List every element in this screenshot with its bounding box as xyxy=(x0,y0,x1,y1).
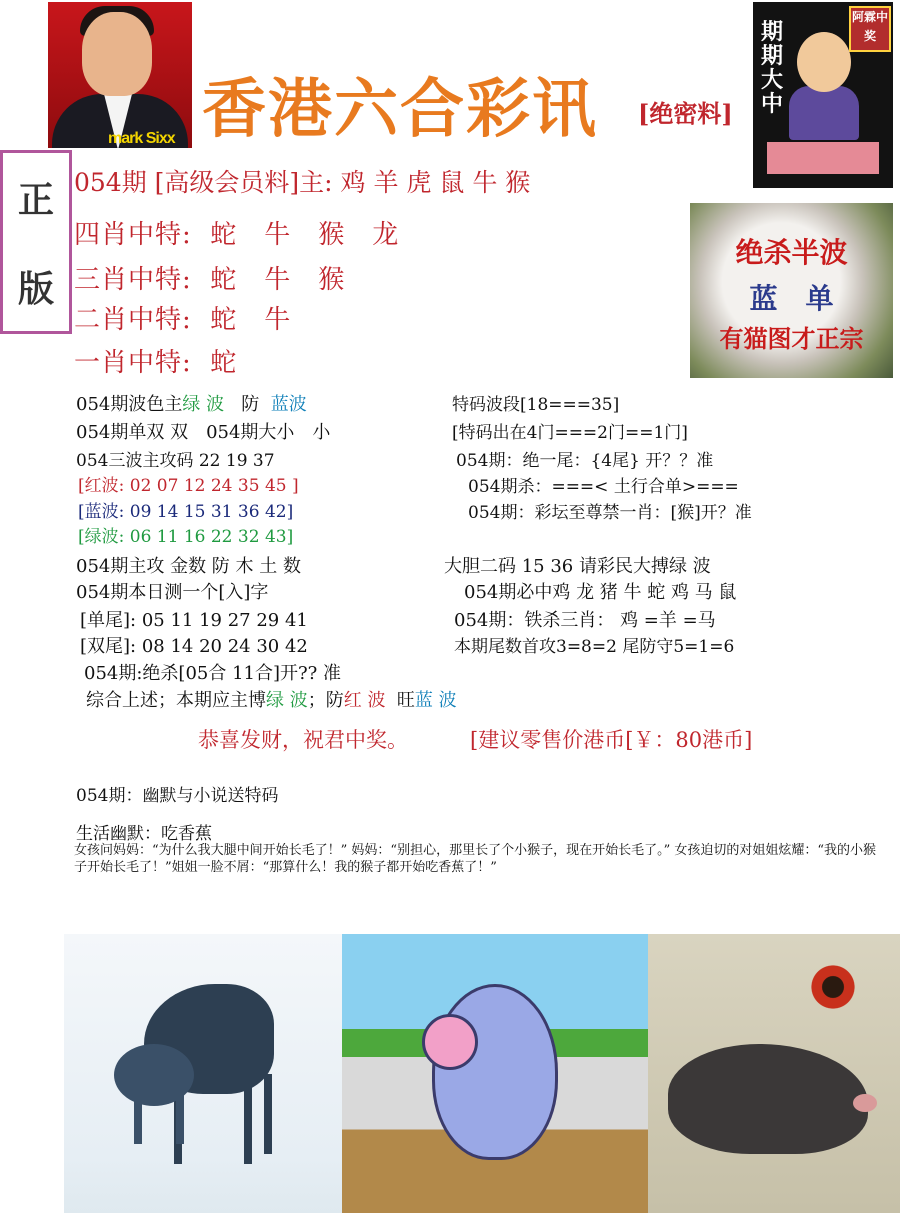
summary-line: 综合上述；本期应主博绿 波；防红 波 旺蓝 波 xyxy=(86,690,457,711)
member-line: 054期 [高级会员料]主: 鸡 羊 虎 鼠 牛 猴 xyxy=(74,168,531,197)
single-tail: [单尾]: 05 11 19 27 29 41 xyxy=(80,610,308,631)
humor-title: 生活幽默：吃香蕉 xyxy=(76,824,212,844)
tail-line: 054期：绝一尾：{4尾} 开？？准 xyxy=(456,451,714,471)
blue-wave: [蓝波: 09 14 15 31 36 42] xyxy=(78,502,294,522)
cat-line-3: 有猫图才正宗 xyxy=(719,324,864,353)
cat-line-2: 蓝 单 xyxy=(749,282,834,315)
badge-char-1: 正 xyxy=(17,179,54,221)
cartoon-tag: 阿霖中奖 xyxy=(849,6,891,52)
iron-kill: 054期：铁杀三肖： 鸡 =羊 =马 xyxy=(454,610,716,631)
congrats-text: 恭喜发财，祝君中奖。 xyxy=(198,728,408,752)
official-badge xyxy=(0,150,72,334)
odd-even: 054期单双 双 054期大小 小 xyxy=(76,422,331,443)
page-title: 香港六合彩讯 xyxy=(202,72,598,147)
gate-line: [特码出在4门===2门==1门] xyxy=(452,423,688,443)
humor-body: 女孩问妈妈：“为什么我大腿中间开始长毛了！” 妈妈：“别担心，那里长了个小猴子，现在开始长毛了。” 女孩迫切的对姐姐炫耀：“我的小猴子开始长毛了！”姐姐一脸不屑：“那算什么！我的猴子都开始吃香蕉了！” xyxy=(74,843,876,875)
cat-image-box xyxy=(690,203,893,378)
host-photo xyxy=(48,2,192,148)
two-zodiac: 二肖中特: 蛇 牛 xyxy=(74,305,292,335)
red-wave: [红波: 02 07 12 24 35 45 ] xyxy=(78,476,299,496)
tail-attack: 本期尾数首攻3=8=2 尾防守5=1=6 xyxy=(454,637,735,657)
three-zodiac: 三肖中特: 蛇 牛 猴 xyxy=(74,265,346,295)
mark-six-logo: mark Sixx xyxy=(108,130,175,147)
price-text: [建议零售价港币[￥：80港币] xyxy=(470,728,753,752)
cat-line-1: 绝杀半波 xyxy=(735,236,848,269)
cartoon-image xyxy=(753,2,893,188)
badge-char-2: 版 xyxy=(17,268,54,310)
must-hit: 054期必中鸡 龙 猪 牛 蛇 鸡 马 鼠 xyxy=(464,582,737,603)
kill-combo: 054期杀：===< 土行合单>=== xyxy=(468,477,739,497)
wave-color: 054期波色主绿 波 防 蓝波 xyxy=(76,394,307,415)
four-zodiac: 四肖中特: 蛇 牛 猴 龙 xyxy=(74,220,400,250)
bold-two-numbers: 大胆二码 15 36 请彩民大搏绿 波 xyxy=(444,556,711,577)
number-band: 特码波段[18===35] xyxy=(452,395,620,415)
mouse-image xyxy=(342,934,648,1213)
cartoon-text: 期期大中 xyxy=(761,19,784,117)
forbidden-zodiac: 054期：彩坛至尊禁一肖：[猴]开？准 xyxy=(468,503,752,523)
double-tail: [双尾]: 08 14 20 24 30 42 xyxy=(80,636,308,657)
humor-heading: 054期：幽默与小说送特码 xyxy=(76,786,279,806)
green-wave: [绿波: 06 11 16 22 32 43] xyxy=(78,527,294,547)
goat-image xyxy=(64,934,342,1213)
boar-image xyxy=(648,934,900,1213)
one-zodiac: 一肖中特: 蛇 xyxy=(74,348,238,378)
kill-line: 054期:绝杀[05合 11合]开?? 准 xyxy=(84,663,342,684)
element-line: 054期主攻 金数 防 木 土 数 xyxy=(76,556,301,577)
zodiac-images xyxy=(64,934,900,1213)
word-line: 054期本日测一个[入]字 xyxy=(76,582,269,603)
three-wave: 054三波主攻码 22 19 37 xyxy=(76,451,275,471)
page-subtitle: [绝密料] xyxy=(638,99,733,128)
